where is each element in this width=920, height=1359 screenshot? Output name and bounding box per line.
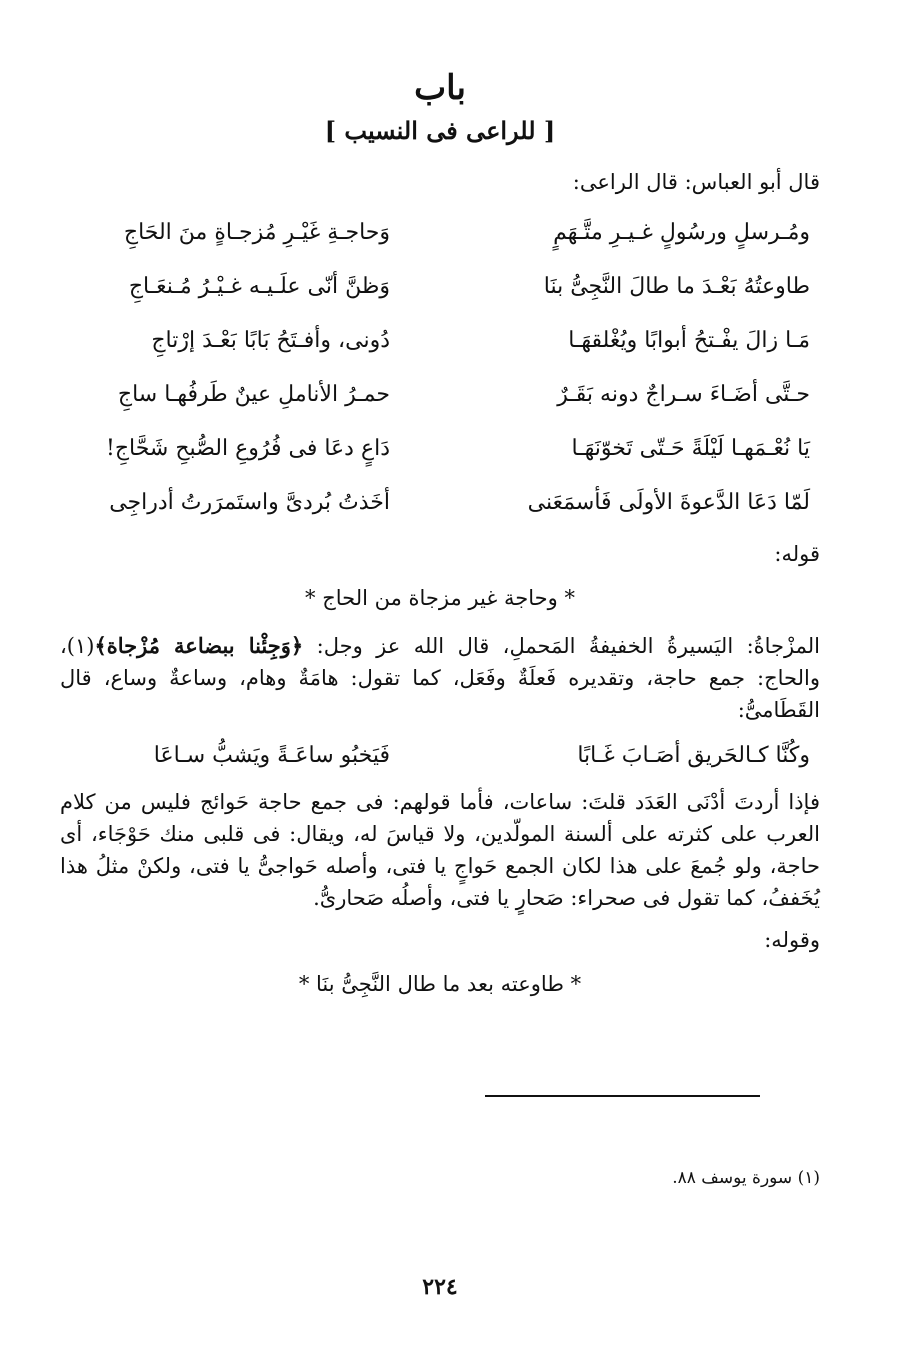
- footnote: (١) سورة يوسف ٨٨.: [672, 1168, 820, 1188]
- verse-first-hemistich: لَمّا دَعَا الدَّعوةَ الأولَى فَأسمَعَنى: [527, 490, 810, 515]
- chapter-title: باب: [414, 68, 466, 108]
- poem-verse: [60, 476, 820, 530]
- poem-verse: [60, 314, 820, 368]
- poem-verse: [60, 736, 820, 776]
- verse-second-hemistich: دُونى، وأفـتَحُ بَابًا بَعْـدَ إرْتاجِ: [151, 328, 390, 353]
- quoted-hemistich: * وحاجة غير مزجاة من الحاج *: [305, 586, 575, 610]
- cited-verse: [60, 736, 820, 776]
- verse-first-hemistich: طاوعتُهُ بَعْـدَ ما طالَ النَّجِىُّ بنَا: [543, 274, 810, 299]
- commentary-text: (١)، والحاج: جمع حاجة، وتقديره فَعلَةٌ وفَعَل، كما تقول: هامَةٌ وهام، وساعةٌ وساع، قال القَطَامىُّ:: [60, 634, 820, 722]
- poem-verse: [60, 422, 820, 476]
- intro-line: قال أبو العباس: قال الراعى:: [572, 170, 820, 194]
- verse-first-hemistich: ومُـرسلٍ ورسُولٍ غـيـرِ متَّـهَمٍ: [553, 220, 810, 245]
- quoted-hemistich: * طاوعته بعد ما طال النَّجِىُّ بنَا *: [298, 972, 582, 996]
- poem-verse: [60, 260, 820, 314]
- verse-second-hemistich: فَيَخبُو ساعَـةً ويَشبُّ سـاعَا: [153, 743, 390, 768]
- verse-first-hemistich: مَـا زالَ يفْـتحُ أبوابًا ويُغْلقهَـا: [568, 328, 810, 353]
- poem-verse: [60, 368, 820, 422]
- footnote-divider: [485, 1095, 760, 1097]
- verse-second-hemistich: وَظنَّ أنّى علَـيـه غـيْـرُ مُـنعَـاجِ: [128, 274, 390, 299]
- page-number: ٢٢٤: [422, 1274, 458, 1300]
- commentary-cue: وقوله:: [764, 928, 820, 952]
- verse-first-hemistich: وكُنَّا كـالحَريق أصَـابَ غَـابًا: [577, 743, 810, 768]
- quran-quote: ﴿وَجِئْنا ببضاعة مُزْجاة﴾: [94, 633, 304, 658]
- commentary-paragraph: فإذا أردتَ أدْنَى العَدَد قلتَ: ساعات، فأما قولهم: فى جمع حاجة حَوائج فليس من كلام العرب على كثرته على ألسنة المولّدين، ولا قياسَ له، ويقال: فى قلبى منك حَوْجَاء، أى حاجة، ولو جُمعَ على هذا لكان الجمع حَواجٍ يا فتى، وأصله حَواجىُّ يا فتى، ولكنْ مثلُ هذا يُخَففُ، كما تقول فى صحراء: صَحارٍ يا فتى، وأصلُه صَحارىُّ.: [60, 790, 820, 910]
- document-page: [60, 60, 820, 1310]
- poem: [60, 206, 820, 530]
- verse-second-hemistich: أخَذتُ بُردىَّ واستَمرَرتُ أدراجِى: [109, 490, 390, 515]
- verse-second-hemistich: دَاعٍ دعَا فى فُرُوعِ الصُّبحِ شَحَّاجِ!: [105, 436, 390, 461]
- commentary-paragraph: [60, 630, 820, 726]
- chapter-subtitle: [ للراعى فى النسيب ]: [324, 116, 556, 145]
- verse-first-hemistich: يَا نُعْـمَهـا لَيْلَةً حَـتّى تَخوّنَهَـا: [571, 436, 810, 461]
- verse-second-hemistich: وَحاجـةِ غَيْـرِ مُزجـاةٍ منَ الحَاجِ: [123, 220, 390, 245]
- verse-second-hemistich: حمـرُ الأناملِ عينٌ طَرفُهـا ساجِ: [117, 382, 390, 407]
- verse-first-hemistich: حـتَّى أضَـاءَ سـراجٌ دونه بَقَـرٌ: [557, 382, 810, 407]
- commentary-text: المزْجاةُ: اليَسيرةُ الخفيفةُ المَحملِ، قال الله عز وجل:: [303, 634, 820, 658]
- commentary-cue: قوله:: [774, 542, 820, 566]
- poem-verse: [60, 206, 820, 260]
